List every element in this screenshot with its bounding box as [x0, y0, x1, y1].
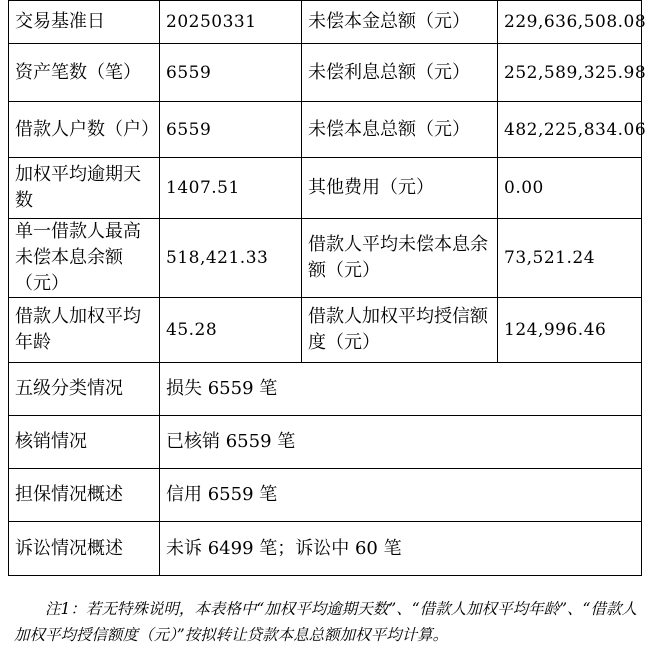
table-row — [9, 44, 642, 102]
table-footnote: 注1：若无特殊说明，本表格中“加权平均逾期天数”、“借款人加权平均年龄”、“借款人加权平均授信额度（元）”按拟转让贷款本息总额加权平均计算。 — [14, 599, 637, 644]
row-value: 482,225,834.06 — [498, 102, 642, 158]
row-label: 借款人加权平均年龄 — [9, 298, 160, 363]
table-row — [9, 416, 642, 469]
row-value: 已核销 6559 笔 — [160, 416, 642, 469]
asset-summary-table — [8, 0, 647, 576]
row-label: 借款人户数（户） — [9, 102, 160, 158]
table-row — [9, 298, 642, 363]
row-value: 6559 — [160, 44, 302, 102]
row-label: 核销情况 — [9, 416, 160, 469]
row-label: 诉讼情况概述 — [9, 522, 160, 576]
row-value: 20250331 — [160, 1, 302, 44]
row-value: 73,521.24 — [498, 219, 642, 298]
row-value: 信用 6559 笔 — [160, 469, 642, 522]
row-label: 五级分类情况 — [9, 363, 160, 416]
row-label: 未偿利息总额（元） — [302, 44, 498, 102]
row-label: 借款人平均未偿本息余额（元） — [302, 219, 498, 298]
row-label: 资产笔数（笔） — [9, 44, 160, 102]
row-value: 损失 6559 笔 — [160, 363, 642, 416]
row-label: 未偿本金总额（元） — [302, 1, 498, 44]
table-row — [9, 158, 642, 219]
row-value: 45.28 — [160, 298, 302, 363]
row-label: 单一借款人最高未偿本息余额（元） — [9, 219, 160, 298]
row-label: 担保情况概述 — [9, 469, 160, 522]
table-row — [9, 522, 642, 576]
row-value: 518,421.33 — [160, 219, 302, 298]
table-row — [9, 219, 642, 298]
table-row — [9, 1, 642, 44]
row-value: 124,996.46 — [498, 298, 642, 363]
row-label: 未偿本息总额（元） — [302, 102, 498, 158]
row-label: 交易基准日 — [9, 1, 160, 44]
row-value: 229,636,508.08 — [498, 1, 642, 44]
row-label: 加权平均逾期天数 — [9, 158, 160, 219]
row-value: 252,589,325.98 — [498, 44, 642, 102]
row-value: 6559 — [160, 102, 302, 158]
row-value: 0.00 — [498, 158, 642, 219]
row-value: 1407.51 — [160, 158, 302, 219]
table-row — [9, 102, 642, 158]
table-row — [9, 469, 642, 522]
row-label: 借款人加权平均授信额度（元） — [302, 298, 498, 363]
table-row — [9, 363, 642, 416]
row-value: 未诉 6499 笔；诉讼中 60 笔 — [160, 522, 642, 576]
row-label: 其他费用（元） — [302, 158, 498, 219]
